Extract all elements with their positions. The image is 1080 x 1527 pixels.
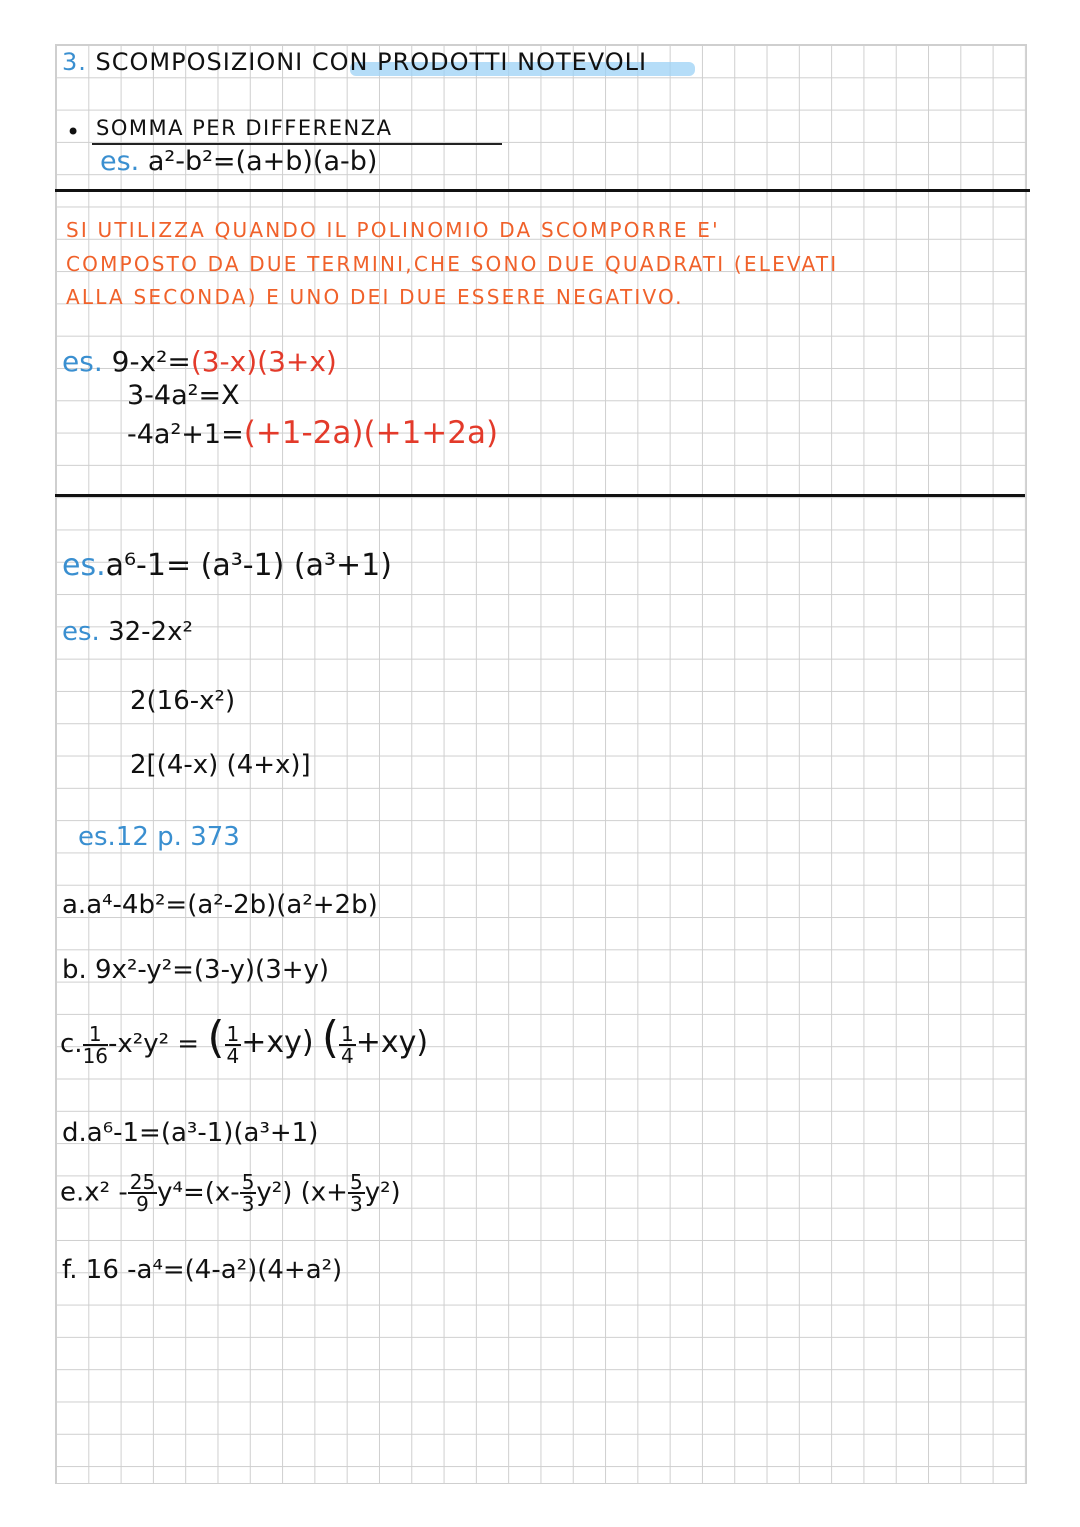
example-a6-label: es. xyxy=(62,548,106,583)
example-a6-formula: a⁶-1= (a³-1) (a³+1) xyxy=(105,548,392,583)
exercise-e-end: y²) xyxy=(364,1177,401,1208)
exercise-e-fraction-2 xyxy=(240,1172,257,1214)
exercise-c-rest-2: +xy) xyxy=(355,1025,429,1060)
exercise-c-paren-1: ( xyxy=(207,1012,225,1063)
exercise-c-rest-1: +xy) xyxy=(241,1025,314,1060)
exercise-e-f2-den: 3 xyxy=(241,1192,255,1216)
exercise-a: a.a⁴-4b²=(a²-2b)(a²+2b) xyxy=(62,890,378,920)
example-formula: a²-b²=(a+b)(a-b) xyxy=(147,146,378,177)
exercise-c-q2-den: 4 xyxy=(341,1043,354,1068)
exercise-e-f1-num: 25 xyxy=(129,1170,156,1194)
example-row-3-right: (+1-2a)(+1+2a) xyxy=(243,415,499,451)
exercise-c-mid: -x²y² = xyxy=(108,1029,200,1059)
exercise-e-mid2: y²) (x+ xyxy=(256,1177,348,1208)
example-label-2: es. xyxy=(62,345,103,378)
exercise-e-f3-num: 5 xyxy=(349,1170,363,1194)
exercise-c xyxy=(60,1012,428,1066)
exercise-e-f3-den: 3 xyxy=(349,1192,363,1216)
exercise-e-f2-num: 5 xyxy=(241,1170,255,1194)
exercise-c-q1-num: 1 xyxy=(226,1021,240,1046)
example-row-1 xyxy=(62,345,337,378)
note-line-1: SI UTILIZZA QUANDO IL POLINOMIO DA SCOMPORRE E' xyxy=(66,218,720,242)
exercise-c-prefix: c. xyxy=(60,1029,83,1059)
exercise-c-paren-2: ( xyxy=(321,1012,340,1063)
section-title xyxy=(62,48,647,76)
exercise-d: d.a⁶-1=(a³-1)(a³+1) xyxy=(62,1118,319,1148)
divider-middle xyxy=(55,494,1025,497)
example-row-2: 3-4a²=X xyxy=(127,380,240,411)
exercise-c-quarter-2 xyxy=(339,1021,356,1068)
exercise-e xyxy=(60,1172,401,1214)
section-title-text: SCOMPOSIZIONI CON PRODOTTI NOTEVOLI xyxy=(95,48,648,76)
example-32-row-3: 2[(4-x) (4+x)] xyxy=(130,750,311,780)
exercise-e-fraction-3 xyxy=(348,1172,365,1214)
subsection-example xyxy=(100,146,377,177)
example-32-row-1 xyxy=(62,617,193,647)
exercise-e-fraction-1 xyxy=(128,1172,157,1214)
exercise-e-f1-den: 9 xyxy=(136,1192,149,1216)
example-32-label: es. xyxy=(62,617,100,647)
exercise-b: b. 9x²-y²=(3-y)(3+y) xyxy=(62,955,330,985)
example-row-3-left: -4a²+1= xyxy=(127,419,244,450)
example-row-3 xyxy=(127,415,498,451)
example-label: es. xyxy=(100,146,140,177)
subsection-title: SOMMA PER DIFFERENZA xyxy=(96,116,393,140)
example-32-row-2: 2(16-x²) xyxy=(130,686,236,716)
exercise-c-frac-den: 16 xyxy=(82,1043,109,1068)
example-row-1-left: 9-x²= xyxy=(111,345,191,378)
exercise-f: f. 16 -a⁴=(4-a²)(4+a²) xyxy=(62,1255,343,1285)
exercise-c-quarter-1 xyxy=(225,1021,242,1068)
note-line-2: COMPOSTO DA DUE TERMINI,CHE SONO DUE QUADRATI (ELEVATI xyxy=(66,252,839,276)
exercise-c-fraction xyxy=(82,1021,109,1068)
section-number: 3. xyxy=(62,48,87,76)
bullet-icon: • xyxy=(66,118,81,146)
exercise-c-q1-den: 4 xyxy=(226,1043,240,1068)
example-32-line-1: 32-2x² xyxy=(108,617,193,647)
subsection-underline xyxy=(92,143,502,145)
example-a6 xyxy=(62,548,392,583)
divider-top xyxy=(55,189,1030,192)
exercise-e-prefix: e.x² - xyxy=(60,1177,128,1208)
note-line-3: ALLA SECONDA) E UNO DEI DUE ESSERE NEGATIVO. xyxy=(66,285,684,309)
exercise-c-frac-num: 1 xyxy=(83,1024,108,1046)
example-row-1-right: (3-x)(3+x) xyxy=(190,345,337,378)
exercise-reference: es.12 p. 373 xyxy=(78,822,240,852)
exercise-c-q2-num: 1 xyxy=(341,1021,354,1046)
exercise-e-mid: y⁴=(x- xyxy=(157,1177,240,1208)
